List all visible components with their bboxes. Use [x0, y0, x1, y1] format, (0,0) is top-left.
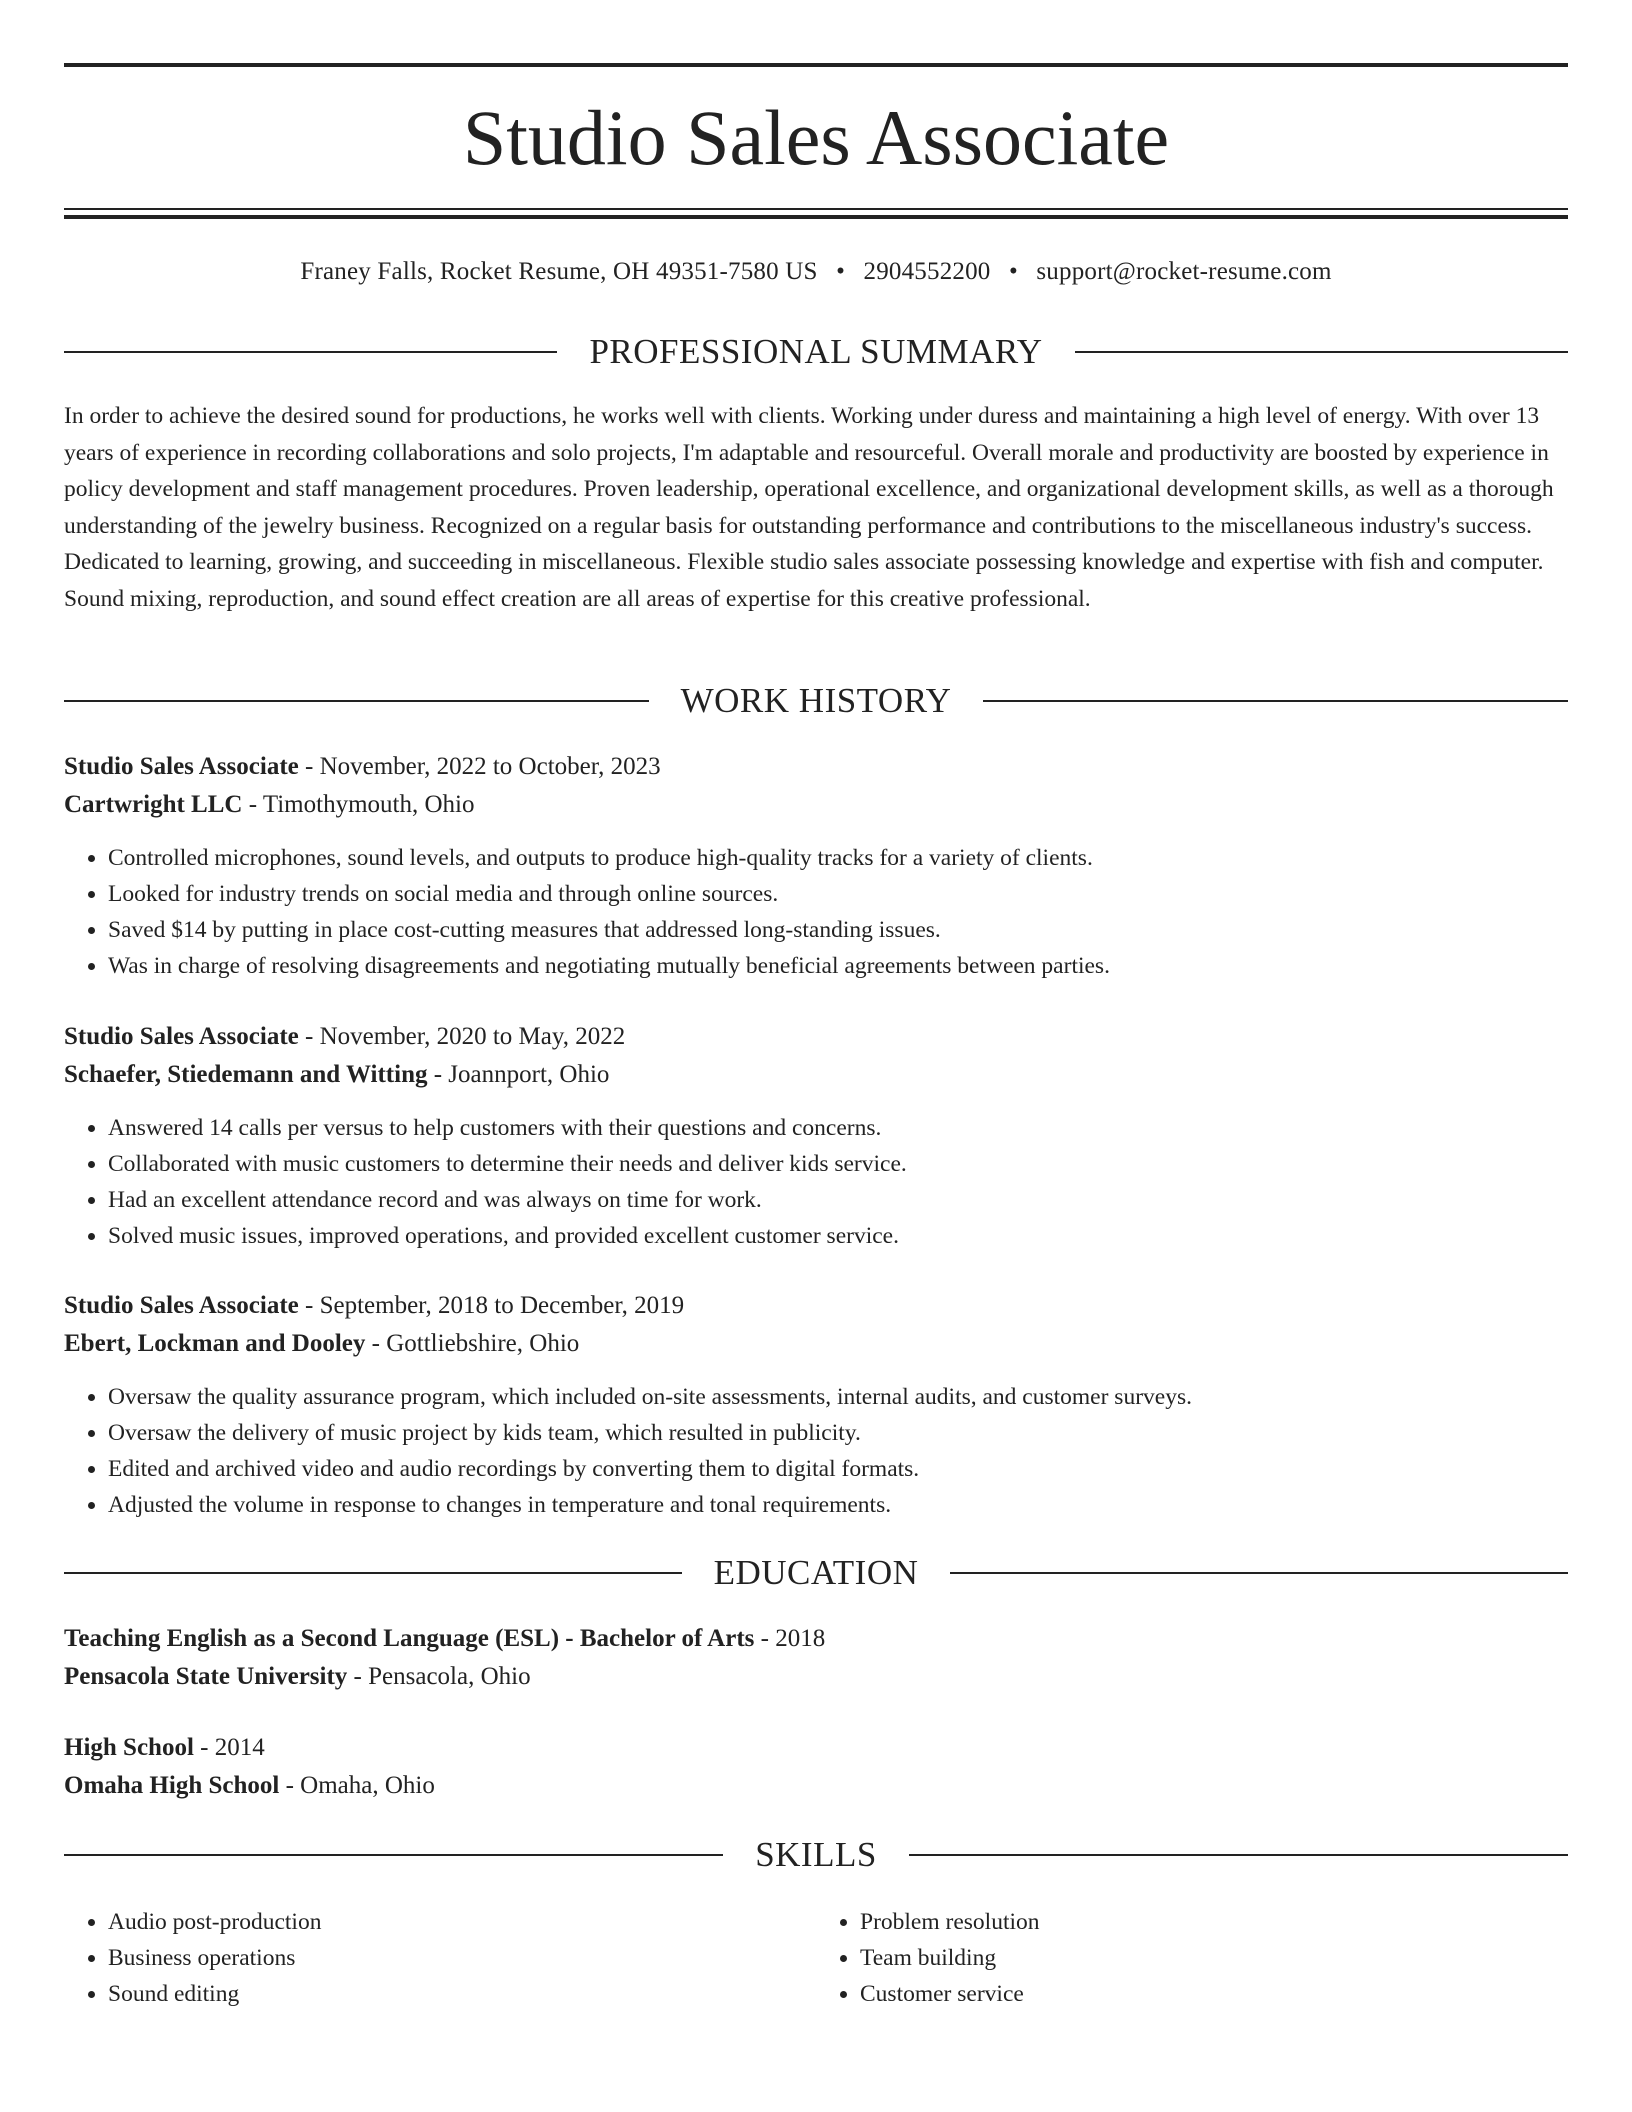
school-location: - Pensacola, Ohio: [347, 1663, 531, 1690]
job-dates: - November, 2022 to October, 2023: [298, 753, 661, 780]
list-item: • Problem resolution: [860, 1904, 1568, 1940]
degree: High School: [64, 1734, 194, 1761]
school-line: [64, 1767, 1568, 1805]
job-company: Cartwright LLC: [64, 791, 243, 818]
skills-column-right: [816, 1904, 1568, 2012]
contact-separator: •: [1008, 258, 1018, 285]
section-rule: [1075, 351, 1568, 353]
school: Omaha High School: [64, 1772, 280, 1799]
skills-column-left: [64, 1904, 816, 2012]
contact-address: Franey Falls, Rocket Resume, OH 49351-7580 US: [300, 258, 818, 285]
skills-list: [64, 1904, 1568, 2012]
degree-year: - 2014: [193, 1734, 265, 1761]
job-bullets: [64, 1379, 1568, 1523]
list-item: • Controlled microphones, sound levels, and outputs to produce high-quality tracks for a variety of clients.: [108, 840, 1568, 876]
section-title: EDUCATION: [713, 1553, 919, 1592]
list-item: • Edited and archived video and audio recordings by converting them to digital formats.: [108, 1451, 1568, 1487]
job-title: Studio Sales Associate: [64, 1023, 299, 1050]
section-heading-summary: [64, 332, 1568, 372]
section-rule: [64, 1572, 682, 1574]
job-entry: [64, 1018, 1568, 1254]
section-title: SKILLS: [755, 1835, 877, 1874]
list-item: • Oversaw the delivery of music project by kids team, which resulted in publicity.: [108, 1415, 1568, 1451]
education-entry: [64, 1620, 1568, 1696]
job-bullets: [64, 1110, 1568, 1254]
summary-text: In order to achieve the desired sound for productions, he works well with clients. Working under duress and maintaining a high level of energy. With over 13 years of experience in recording collaborations and solo projects, I'm adaptable and resourceful. Overall morale and productivity are boosted by experience in policy development and staff management procedures. Proven leadership, operational excellence, and organizational development skills, as well as a thorough understanding of the jewelry business. Recognized on a regular basis for outstanding performance and contributions to the miscellaneous industry's success. Dedicated to learning, growing, and succeeding in miscellaneous. Flexible studio sales associate possessing knowledge and expertise with fish and computer. Sound mixing, reproduction, and sound effect creation are all areas of expertise for this creative professional.: [64, 403, 1554, 612]
job-location: - Timothymouth, Ohio: [242, 791, 475, 818]
list-item: • Customer service: [860, 1976, 1568, 2012]
list-item: • Solved music issues, improved operations, and provided excellent customer service.: [108, 1218, 1568, 1254]
contact-separator: •: [836, 258, 846, 285]
school-line: [64, 1658, 1568, 1696]
job-company: Schaefer, Stiedemann and Witting: [64, 1061, 428, 1088]
school-location: - Omaha, Ohio: [279, 1772, 435, 1799]
job-title: Studio Sales Associate: [64, 1292, 299, 1319]
header-rule-thick: [64, 215, 1568, 219]
section-rule: [64, 700, 649, 702]
section-heading-skills: [64, 1835, 1568, 1875]
list-item: • Oversaw the quality assurance program, which included on-site assessments, internal audits, and customer surveys.: [108, 1379, 1568, 1415]
degree: Teaching English as a Second Language (ESL) - Bachelor of Arts: [64, 1625, 755, 1652]
resume-name: Studio Sales Associate: [462, 94, 1170, 181]
section-rule: [909, 1854, 1568, 1856]
job-entry: [64, 748, 1568, 984]
job-location: - Gottliebshire, Ohio: [365, 1330, 580, 1357]
section-heading-education: [64, 1553, 1568, 1593]
job-location: - Joannport, Ohio: [427, 1061, 610, 1088]
list-item: • Team building: [860, 1940, 1568, 1976]
degree-line: [64, 1620, 1568, 1658]
job-bullets: [64, 840, 1568, 984]
section-title: PROFESSIONAL SUMMARY: [589, 332, 1043, 371]
contact-phone: 2904552200: [863, 258, 991, 285]
job-dates: - November, 2020 to May, 2022: [298, 1023, 626, 1050]
list-item: • Saved $14 by putting in place cost-cutting measures that addressed long-standing issues.: [108, 912, 1568, 948]
job-title-line: [64, 748, 1568, 786]
section-title: WORK HISTORY: [680, 681, 952, 720]
list-item: • Had an excellent attendance record and was always on time for work.: [108, 1182, 1568, 1218]
section-rule: [64, 351, 557, 353]
degree-year: - 2018: [754, 1625, 826, 1652]
contact-email: support@rocket-resume.com: [1036, 258, 1332, 285]
job-company-line: [64, 786, 1568, 824]
job-title-line: [64, 1018, 1568, 1056]
list-item: • Looked for industry trends on social media and through online sources.: [108, 876, 1568, 912]
list-item: • Collaborated with music customers to determine their needs and deliver kids service.: [108, 1146, 1568, 1182]
header-rule-thin: [64, 208, 1568, 210]
section-heading-work: [64, 681, 1568, 721]
list-item: • Answered 14 calls per versus to help customers with their questions and concerns.: [108, 1110, 1568, 1146]
job-company-line: [64, 1056, 1568, 1094]
list-item: • Adjusted the volume in response to changes in temperature and tonal requirements.: [108, 1487, 1568, 1523]
degree-line: [64, 1729, 1568, 1767]
job-company: Ebert, Lockman and Dooley: [64, 1330, 366, 1357]
list-item: • Business operations: [108, 1940, 816, 1976]
list-item: • Sound editing: [108, 1976, 816, 2012]
header-top-rule: [64, 63, 1568, 67]
list-item: • Audio post-production: [108, 1904, 816, 1940]
education-entry: [64, 1729, 1568, 1805]
section-rule: [64, 1854, 723, 1856]
list-item: • Was in charge of resolving disagreements and negotiating mutually beneficial agreements between parties.: [108, 948, 1568, 984]
school: Pensacola State University: [64, 1663, 348, 1690]
section-rule: [950, 1572, 1568, 1574]
job-dates: - September, 2018 to December, 2019: [298, 1292, 685, 1319]
job-title: Studio Sales Associate: [64, 753, 299, 780]
section-rule: [983, 700, 1568, 702]
job-title-line: [64, 1287, 1568, 1325]
job-entry: [64, 1287, 1568, 1523]
contact-line: [64, 256, 1568, 288]
job-company-line: [64, 1325, 1568, 1363]
